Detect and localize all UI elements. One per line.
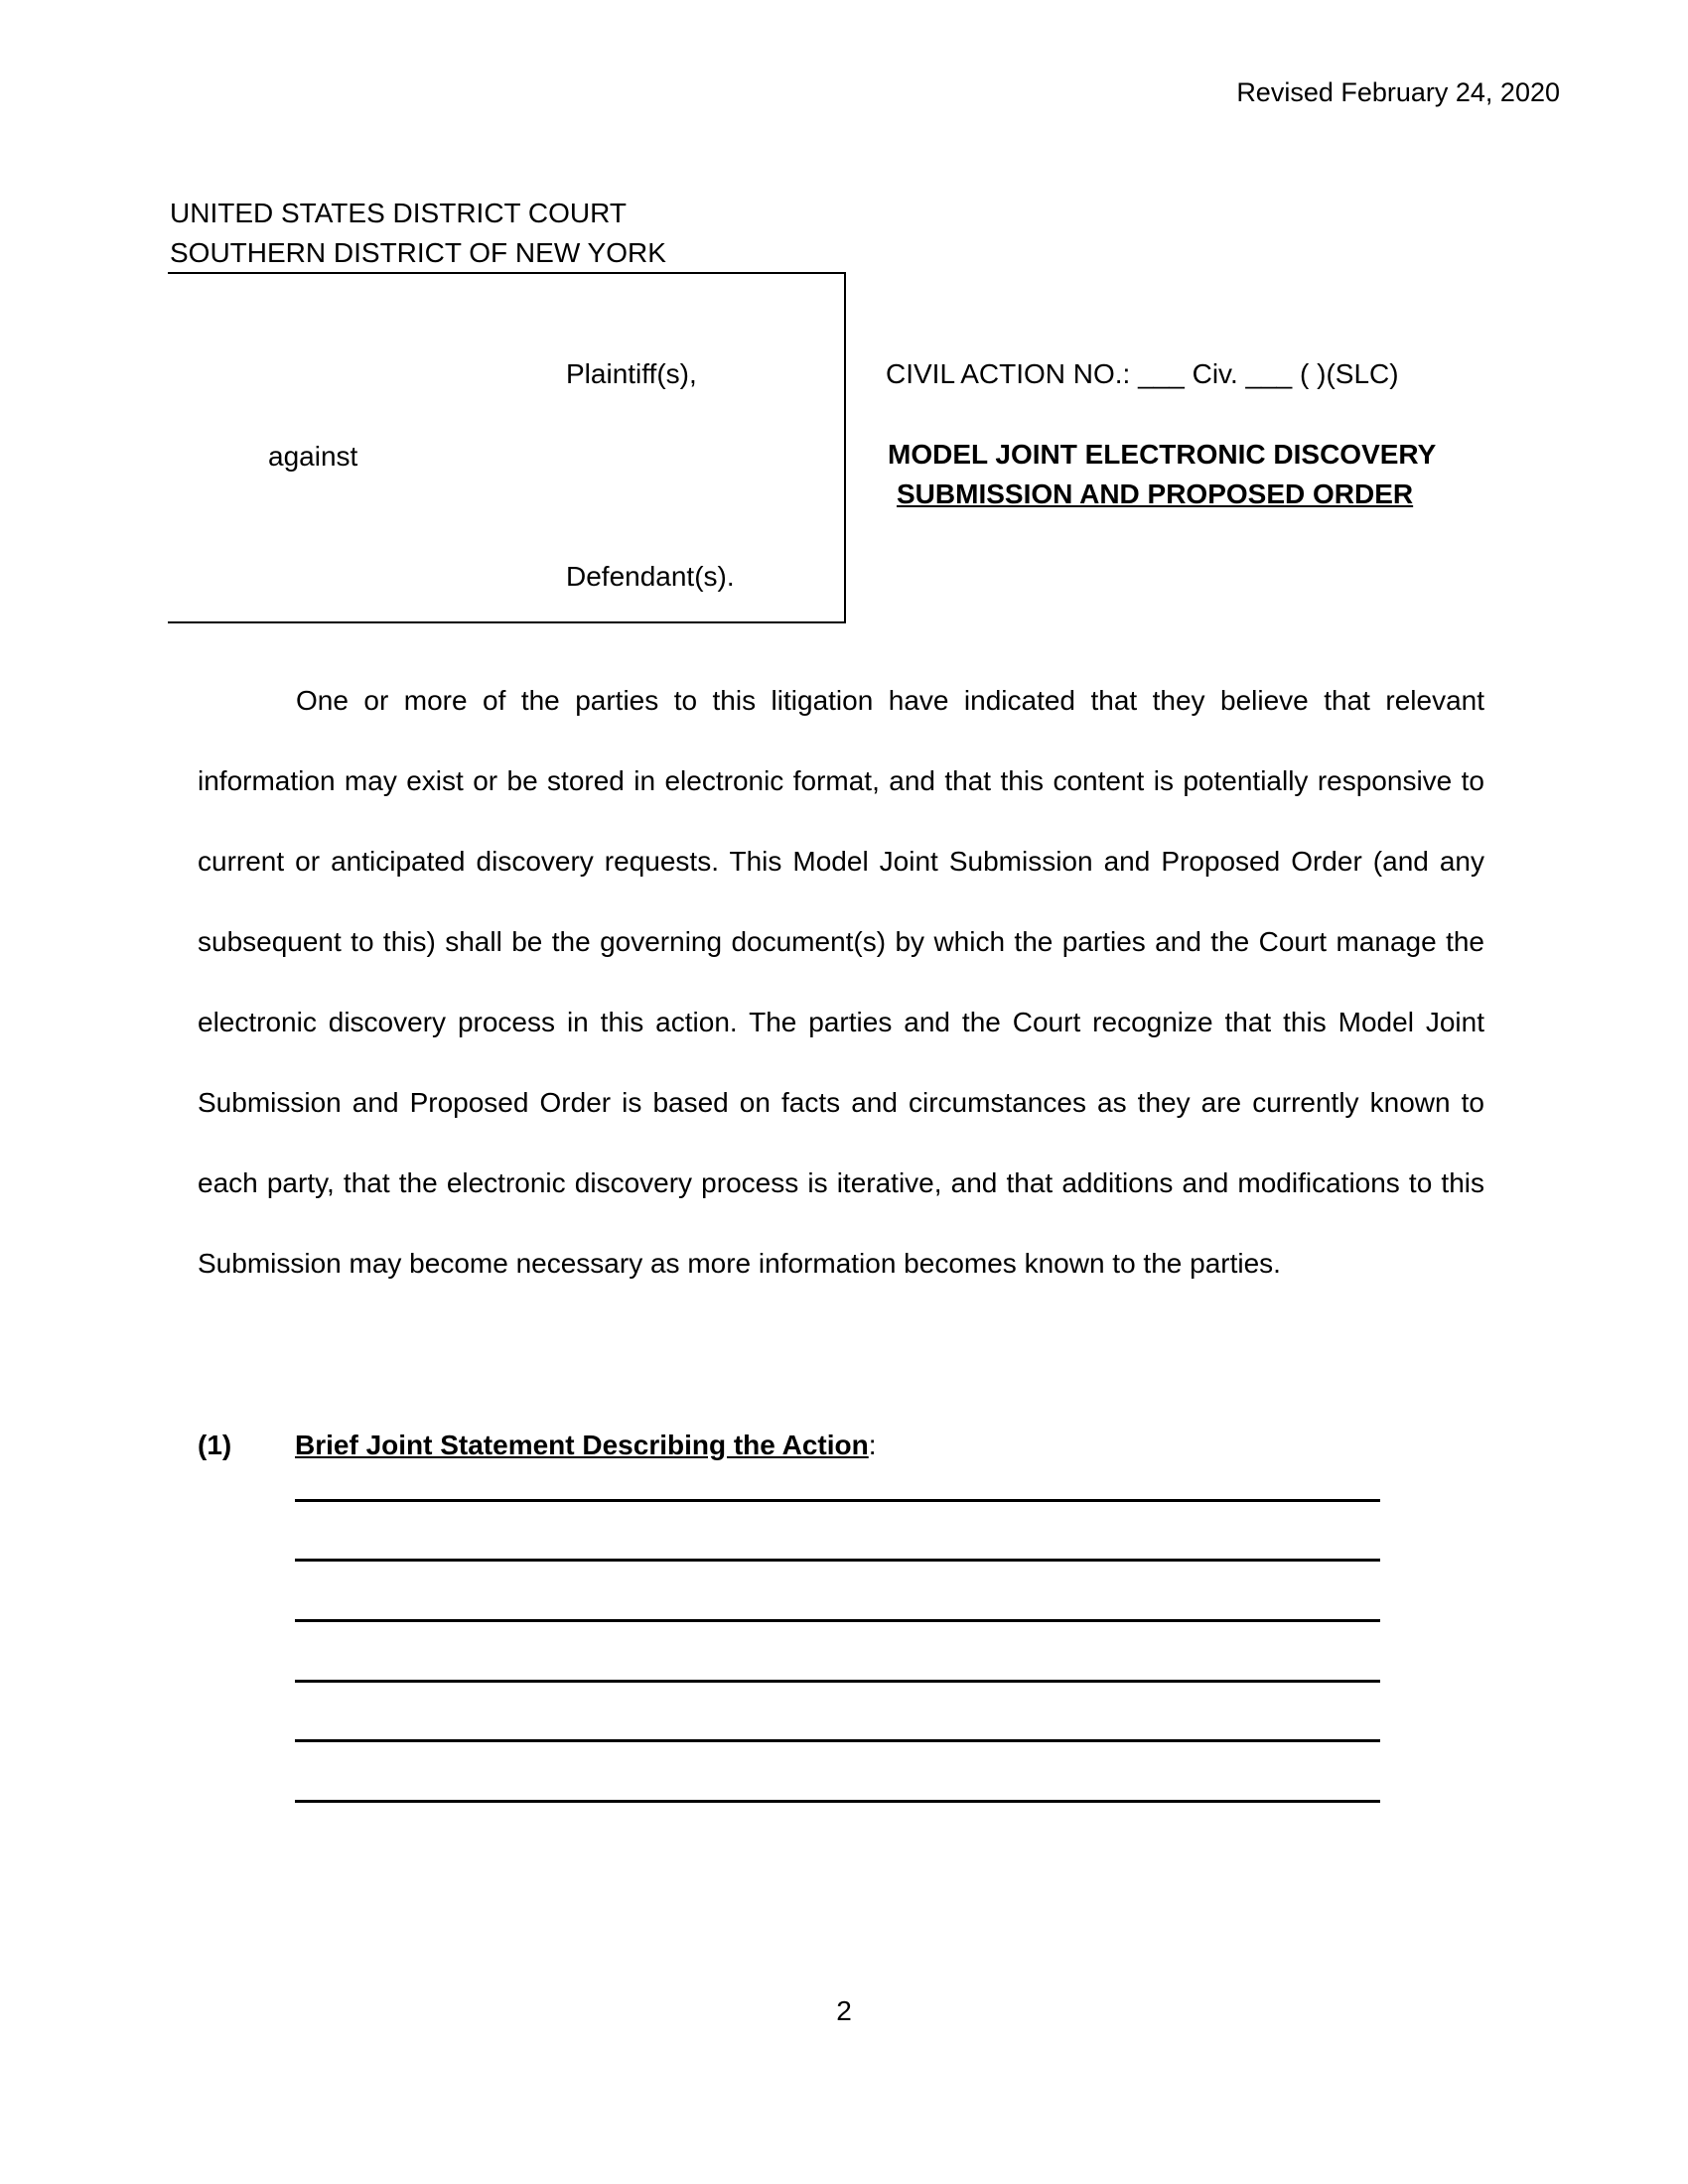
answer-line-2[interactable] (295, 1559, 1380, 1562)
section-number: (1) (198, 1430, 232, 1460)
answer-line-5[interactable] (295, 1739, 1380, 1742)
section-heading-colon: : (868, 1430, 877, 1460)
court-name: UNITED STATES DISTRICT COURT (170, 198, 627, 228)
answer-line-4[interactable] (295, 1680, 1380, 1683)
document-title-line-1: MODEL JOINT ELECTRONIC DISCOVERY (888, 439, 1437, 470)
section-heading (295, 1426, 877, 1465)
answer-line-3[interactable] (295, 1619, 1380, 1622)
document-title-line-2: SUBMISSION AND PROPOSED ORDER (897, 478, 1414, 509)
defendant-label: Defendant(s). (566, 561, 735, 592)
district-name: SOUTHERN DISTRICT OF NEW YORK (170, 237, 666, 268)
section-heading-text: Brief Joint Statement Describing the Action (295, 1430, 869, 1460)
answer-line-1[interactable] (295, 1499, 1380, 1502)
page-number: 2 (836, 1995, 852, 2026)
intro-paragraph: One or more of the parties to this litigation have indicated that they believe that relevant information may exist or be stored in electronic format, and that this content is potentially responsive to current or anticipated discovery requests. This Model Joint Submission and Proposed Order (and any subsequent to this) shall be the governing document(s) by which the parties and the Court manage the electronic discovery process in this action. The parties and the Court recognize that this Model Joint Submission and Proposed Order is based on facts and circumstances as they are currently known to each party, that the electronic discovery process is iterative, and that additions and modifications to this Submission may become necessary as more information becomes known to the parties. (198, 685, 1484, 1279)
against-label: against (268, 441, 358, 472)
revision-date: Revised February 24, 2020 (1236, 77, 1560, 107)
answer-line-6[interactable] (295, 1800, 1380, 1803)
plaintiff-label: Plaintiff(s), (566, 358, 697, 389)
civil-action-number: CIVIL ACTION NO.: ___ Civ. ___ ( )(SLC) (886, 358, 1399, 389)
